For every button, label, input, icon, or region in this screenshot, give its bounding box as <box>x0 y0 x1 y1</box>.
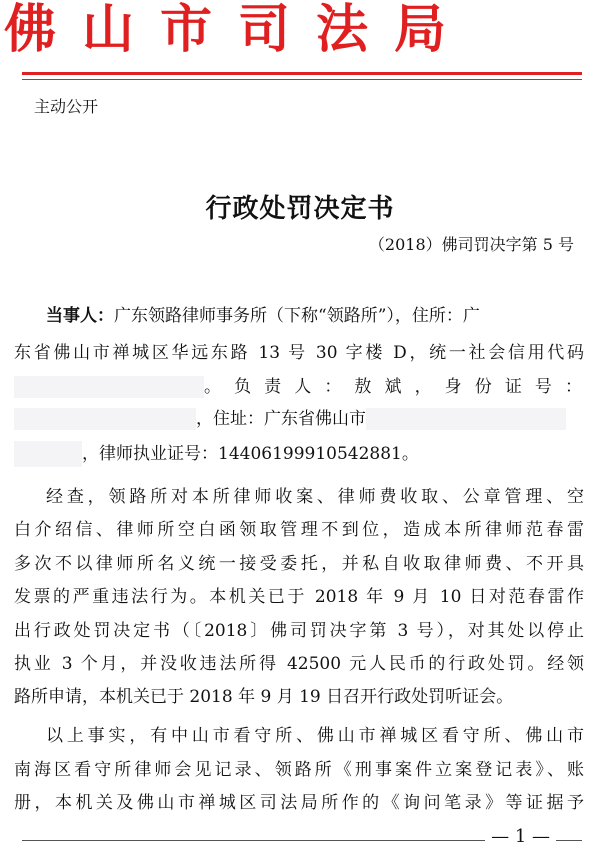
responsible-person-text: 。 负 责 人 ： 敖 斌 ， 身 份 证 号 ： <box>204 377 582 397</box>
paragraph-line: 路所申请，本机关已于 2018 年 9 月 19 日召开行政处罚听证会。 <box>14 687 514 707</box>
paragraph-line: 以上事实，有中山市看守所、佛山市禅城区看守所、佛山市 <box>46 726 584 746</box>
paragraph-line: 发票的严重违法行为。本机关已于 2018 年 9 月 10 日对范春雷作 <box>14 587 584 607</box>
page-number: — 1 — <box>485 826 556 847</box>
document-number: （2018）佛司罚决字第 5 号 <box>368 235 574 254</box>
org-name-header: 佛山市司法局 <box>4 0 473 60</box>
party-label: 当事人： <box>46 306 114 326</box>
document-title: 行政处罚决定书 <box>205 194 395 224</box>
paragraph-line: 东省佛山市禅城区华远东路 13 号 30 字楼 D，统一社会信用代码 <box>14 343 584 363</box>
paragraph-line: 出行政处罚决定书（〔2018〕佛司罚决字第 3 号），对其处以停止 <box>14 621 584 641</box>
paragraph-line: 经查，领路所对本所律师收案、律师费收取、公章管理、空 <box>46 487 584 507</box>
paragraph-line: 白介绍信、律师所空白函领取管理不到位，造成本所律师范春雷 <box>14 520 584 540</box>
paragraph-line: 执业 3 个月，并没收违法所得 42500 元人民币的行政处罚。经领 <box>14 654 584 674</box>
paragraph-line <box>14 441 584 467</box>
redacted-block <box>14 408 196 430</box>
paragraph-line <box>46 306 584 326</box>
license-text: ，律师执业证号：14406199910542881。 <box>82 444 419 464</box>
paragraph-line <box>14 376 584 398</box>
redacted-block <box>366 408 566 430</box>
paragraph-line: 南海区看守所律师会见记录、领路所《刑事案件立案登记表》、账 <box>14 760 584 780</box>
disclosure-label: 主动公开 <box>34 97 99 116</box>
paragraph-line: 册，本机关及佛山市禅城区司法局所作的《询问笔录》等证据予 <box>14 793 584 813</box>
paragraph-line: 多次不以律师所名义统一接受委托，并私自收取律师费、不开具 <box>14 554 584 574</box>
party-text: 广东领路律师事务所（下称“领路所”），住所：广 <box>114 306 480 326</box>
paragraph-line <box>14 408 584 430</box>
redacted-block <box>14 376 204 398</box>
header-rule-thick <box>22 72 582 75</box>
header-rule-thin <box>22 79 582 80</box>
redacted-block <box>14 441 82 467</box>
address-text: ，住址：广东省佛山市 <box>196 409 366 429</box>
